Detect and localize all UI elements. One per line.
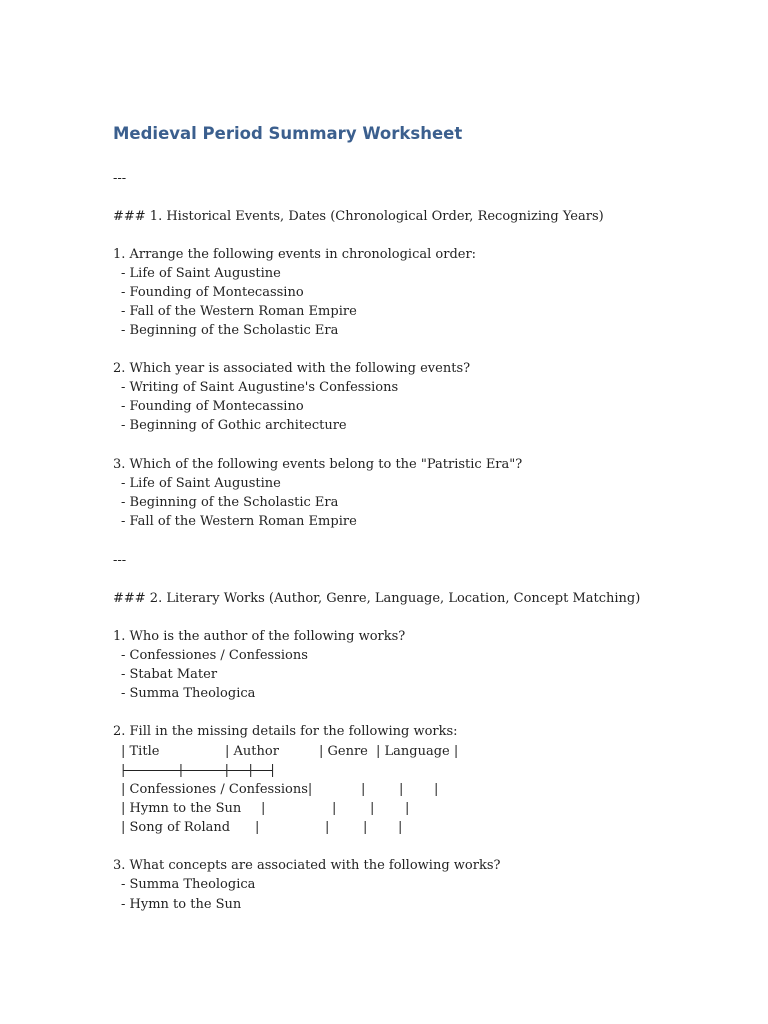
question-prompt: 2. Fill in the missing details for the following works: xyxy=(113,724,458,739)
table-cell: | xyxy=(398,820,403,835)
table-header-cell: | Author xyxy=(225,744,279,759)
question-prompt: 1. Who is the author of the following works? xyxy=(113,629,406,644)
table-cell: | xyxy=(434,782,439,797)
table-cell: | Hymn to the Sun xyxy=(121,801,242,816)
divider: --- xyxy=(113,553,127,568)
list-item: - Confessiones / Confessions xyxy=(121,648,308,663)
table-separator: |----------------------------|----------------------|-----------|----------| xyxy=(121,763,273,778)
list-item: - Summa Theologica xyxy=(121,877,256,892)
list-item: - Summa Theologica xyxy=(121,686,256,701)
table-cell: | xyxy=(405,801,410,816)
table-cell: | xyxy=(325,820,330,835)
list-item: - Life of Saint Augustine xyxy=(121,266,281,281)
question-prompt: 2. Which year is associated with the following events? xyxy=(113,361,471,376)
section-heading: ### 1. Historical Events, Dates (Chronological Order, Recognizing Years) xyxy=(113,209,604,224)
list-item: - Founding of Montecassino xyxy=(121,285,304,300)
list-item: - Life of Saint Augustine xyxy=(121,476,281,491)
section-heading: ### 2. Literary Works (Author, Genre, Language, Location, Concept Matching) xyxy=(113,591,641,606)
list-item: - Stabat Mater xyxy=(121,667,218,682)
page-title: Medieval Period Summary Worksheet xyxy=(113,124,463,143)
list-item: - Hymn to the Sun xyxy=(121,897,242,912)
table-cell: | xyxy=(332,801,337,816)
table-cell: | xyxy=(361,782,366,797)
table-header-cell: | Genre xyxy=(319,744,368,759)
list-item: - Fall of the Western Roman Empire xyxy=(121,304,357,319)
question-prompt: 3. Which of the following events belong to the "Patristic Era"? xyxy=(113,457,523,472)
table-cell: | xyxy=(363,820,368,835)
list-item: - Beginning of the Scholastic Era xyxy=(121,495,339,510)
list-item: - Writing of Saint Augustine's Confessions xyxy=(121,380,399,395)
question-prompt: 1. Arrange the following events in chronological order: xyxy=(113,247,477,262)
table-cell: | xyxy=(399,782,404,797)
divider: --- xyxy=(113,171,127,186)
table-cell: | xyxy=(370,801,375,816)
question-prompt: 3. What concepts are associated with the following works? xyxy=(113,858,501,873)
list-item: - Beginning of the Scholastic Era xyxy=(121,323,339,338)
table-cell: | xyxy=(261,801,266,816)
table-header-cell: | Language | xyxy=(376,744,459,759)
table-cell: | xyxy=(255,820,260,835)
list-item: - Founding of Montecassino xyxy=(121,399,304,414)
table-cell: | Confessiones / Confessions| xyxy=(121,782,313,797)
list-item: - Beginning of Gothic architecture xyxy=(121,418,347,433)
list-item: - Fall of the Western Roman Empire xyxy=(121,514,357,529)
table-header-cell: | Title xyxy=(121,744,160,759)
table-cell: | Song of Roland xyxy=(121,820,231,835)
